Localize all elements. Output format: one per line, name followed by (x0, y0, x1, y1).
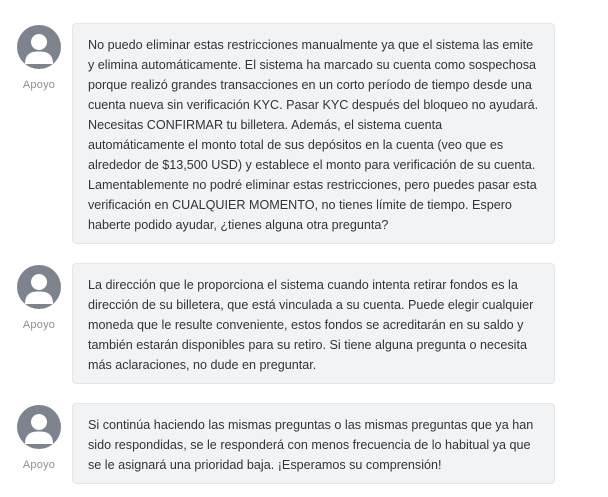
message-text: La dirección que le proporciona el sistema cuando intenta retirar fondos es la dirección de su billetera, que está vinculada a su cuenta. Puede elegir cualquier moneda que le resulte conveniente, estos fondos se acreditarán en su saldo y también estarán disponibles para su retiro. Si tiene alguna pregunta o necesita más aclaraciones, no dude en preguntar. (88, 278, 534, 372)
user-avatar-icon (17, 265, 61, 309)
message-bubble (72, 263, 555, 384)
message-text: No puedo eliminar estas restricciones manualmente ya que el sistema las emite y elimina automáticamente. El sistema ha marcado su cuenta como sospechosa porque realizó grandes transacciones en un corto período de tiempo desde una cuenta nueva sin verificación KYC. Pasar KYC después del bloqueo no ayudará. Necesitas CONFIRMAR tu billetera. Además, el sistema cuenta automáticamente el monto total de sus depósitos en la cuenta (veo que es alrededor de $13,500 USD) y establece el monto para verificación de su cuenta. Lamentablemente no podré eliminar estas restricciones, pero puedes pasar esta verificación en CUALQUIER MOMENTO, no tienes límite de tiempo. Espero haberte podido ayudar, ¿tienes alguna otra pregunta? (88, 38, 539, 232)
user-avatar-icon (17, 25, 61, 69)
message-text: Si continúa haciendo las mismas preguntas o las mismas preguntas que ya han sido respondidas, se le responderá con menos frecuencia de lo habitual ya que se le asignará una prioridad baja. ¡Esperamos su comprensión! (88, 418, 534, 472)
message-sender (14, 405, 64, 471)
message-sender (14, 25, 64, 91)
message-bubble (72, 403, 555, 484)
sender-name: Apoyo (22, 459, 56, 471)
message-sender (14, 265, 64, 331)
message-bubble (72, 23, 555, 244)
sender-name: Apoyo (22, 79, 56, 91)
user-avatar-icon (17, 405, 61, 449)
sender-name: Apoyo (22, 319, 56, 331)
